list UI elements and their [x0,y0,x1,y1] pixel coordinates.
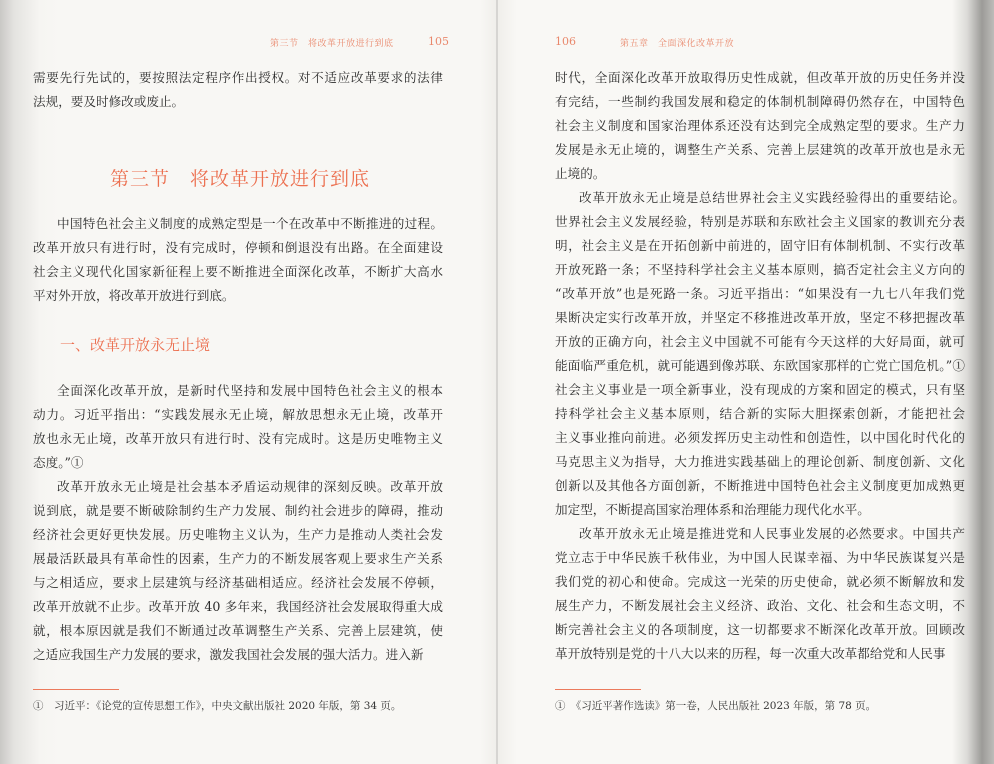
text-line: 发展是永无止境的，调整生产关系、完善上层建筑的改革开放也是永无 [555,142,965,157]
text-line: 果断决定实行改革开放，并坚定不移推进改革开放，坚定不移把握改革 [555,310,965,325]
text-line: 开放的正确方向，社会主义中国就不可能有今天这样的大好局面，就可 [555,334,965,349]
text-line: 明，社会主义是在开拓创新中前进的，固守旧有体制机制、不实行改革 [555,238,965,253]
body-text [33,379,443,667]
top-paragraph [33,66,443,114]
text-line: 改革开放永无止境是社会基本矛盾运动规律的深刻反映。改革开放 [57,479,443,494]
text-line: 展生产力，不断发展社会主义经济、政治、文化、社会和生态文明，不 [555,598,965,613]
subheading: 一、改革开放永无止境 [60,336,211,354]
paragraph [555,66,965,186]
text-line: “改革开放”也是死路一条。习近平指出：“如果没有一九七八年我们党 [555,286,965,301]
text-line: 我们党的初心和使命。完成这一光荣的历史使命，就必须不断解放和发 [555,574,965,589]
text-line: 改革开放只有进行时，没有完成时，停顿和倒退没有出路。在全面建设 [33,240,443,255]
text-line: 全面深化改革开放，是新时代坚持和发展中国特色社会主义的根本 [57,383,443,398]
text-line: 时代，全面深化改革开放取得历史性成就，但改革开放的历史任务并没 [555,70,965,85]
text-line: 持科学社会主义基本原则，结合新的实际大胆探索创新，才能把社会 [555,406,965,421]
text-line: 主义事业推向前进。必须发挥历史主动性和创造性，以中国化时代化的 [555,430,965,445]
text-line: 开放死路一条；不坚持科学社会主义基本原则，搞否定社会主义方向的 [555,262,965,277]
page-number: 106 [555,35,576,48]
text-line: 断完善社会主义的各项制度，这一切都要求不断深化改革开放。回顾改 [555,622,965,637]
text-line: 需要先行先试的，要按照法定程序作出授权。对不适应改革要求的法律 [33,70,443,85]
text-line: 中国特色社会主义制度的成熟定型是一个在改革中不断推进的过程。 [57,216,443,231]
body-text [555,66,965,666]
paragraph [33,475,443,667]
text-line: 改革开放永无止境是推进党和人民事业发展的必然要求。中国共产 [579,526,965,541]
page-number: 105 [428,35,449,48]
text-line: 创新以及其他各方面创新，不断推进中国特色社会主义制度更加成熟更 [555,478,965,493]
running-header: 第三节 将改革开放进行到底 [270,39,394,49]
text-line: 经济社会更好更快发展。历史唯物主义认为，生产力是推动人类社会发 [33,527,443,542]
footnote-divider [555,689,641,690]
text-line: 改革开放永无止境是总结世界社会主义实践经验得出的重要结论。 [579,190,965,205]
text-line: 止境的。 [555,166,606,181]
running-header: 第五章 全面深化改革开放 [620,39,735,49]
footnote: ① 《习近平著作选读》第一卷，人民出版社 2023 年版，第 78 页。 [555,700,877,712]
footnote: ① 习近平：《论党的宣传思想工作》，中央文献出版社 2020 年版，第 34 页。 [33,700,402,712]
text-line: 马克思主义为指导，大力推进实践基础上的理论创新、制度创新、文化 [555,454,965,469]
paragraph [555,186,965,522]
text-line: 就，根本原因就是我们不断通过改革调整生产关系、完善上层建筑，使 [33,623,443,638]
paragraph [33,379,443,475]
text-line: 世界社会主义发展经验，特别是苏联和东欧社会主义国家的教训充分表 [555,214,965,229]
text-line: 社会主义制度和国家治理体系还没有达到完全成熟定型的要求。生产力 [555,118,965,133]
text-line: 与之相适应，要求上层建筑与经济基础相适应。经济社会发展不停顿， [33,575,443,590]
text-line: 展最活跃最具有革命性的因素，生产力的不断发展客观上要求生产关系 [33,551,443,566]
text-line: 党立志于中华民族千秋伟业，为中国人民谋幸福、为中华民族谋复兴是 [555,550,965,565]
text-line: 革开放特别是党的十八大以来的历程，每一次重大改革都给党和人民事 [555,646,946,661]
text-line: 放也永无止境，改革开放只有进行时、没有完成时。这是历史唯物主义 [33,431,443,446]
text-line: 有完结，一些制约我国发展和稳定的体制机制障碍仍然存在，中国特色 [555,94,965,109]
text-line: 社会主义现代化国家新征程上要不断推进全面深化改革，不断扩大高水 [33,264,443,279]
text-line: 法规，要及时修改或废止。 [33,94,185,109]
book-spine [496,0,498,764]
paragraph [555,522,965,666]
text-line: 动力。习近平指出：“实践发展永无止境，解放思想永无止境，改革开 [33,407,443,422]
intro-paragraph [33,212,443,308]
text-line: 加定型，不断提高国家治理体系和治理能力现代化水平。 [555,502,870,517]
footnote-divider [33,689,119,690]
text-line: 平对外开放，将改革开放进行到底。 [33,288,235,303]
text-line: 说到底，就是要不断破除制约生产力发展、制约社会进步的障碍，推动 [33,503,443,518]
text-line: 能面临严重危机，就可能遇到像苏联、东欧国家那样的亡党亡国危机。”① [555,358,965,373]
text-line: 之适应我国生产力发展的要求，激发我国社会发展的强大活力。进入新 [33,647,424,662]
right-page [497,0,994,764]
section-title: 第三节 将改革开放进行到底 [109,168,370,190]
text-line: 态度。”① [33,455,84,470]
text-line: 改革开放就不止步。改革开放 40 多年来，我国经济社会发展取得重大成 [33,599,443,614]
text-line: 社会主义事业是一项全新事业，没有现成的方案和固定的模式，只有坚 [555,382,965,397]
